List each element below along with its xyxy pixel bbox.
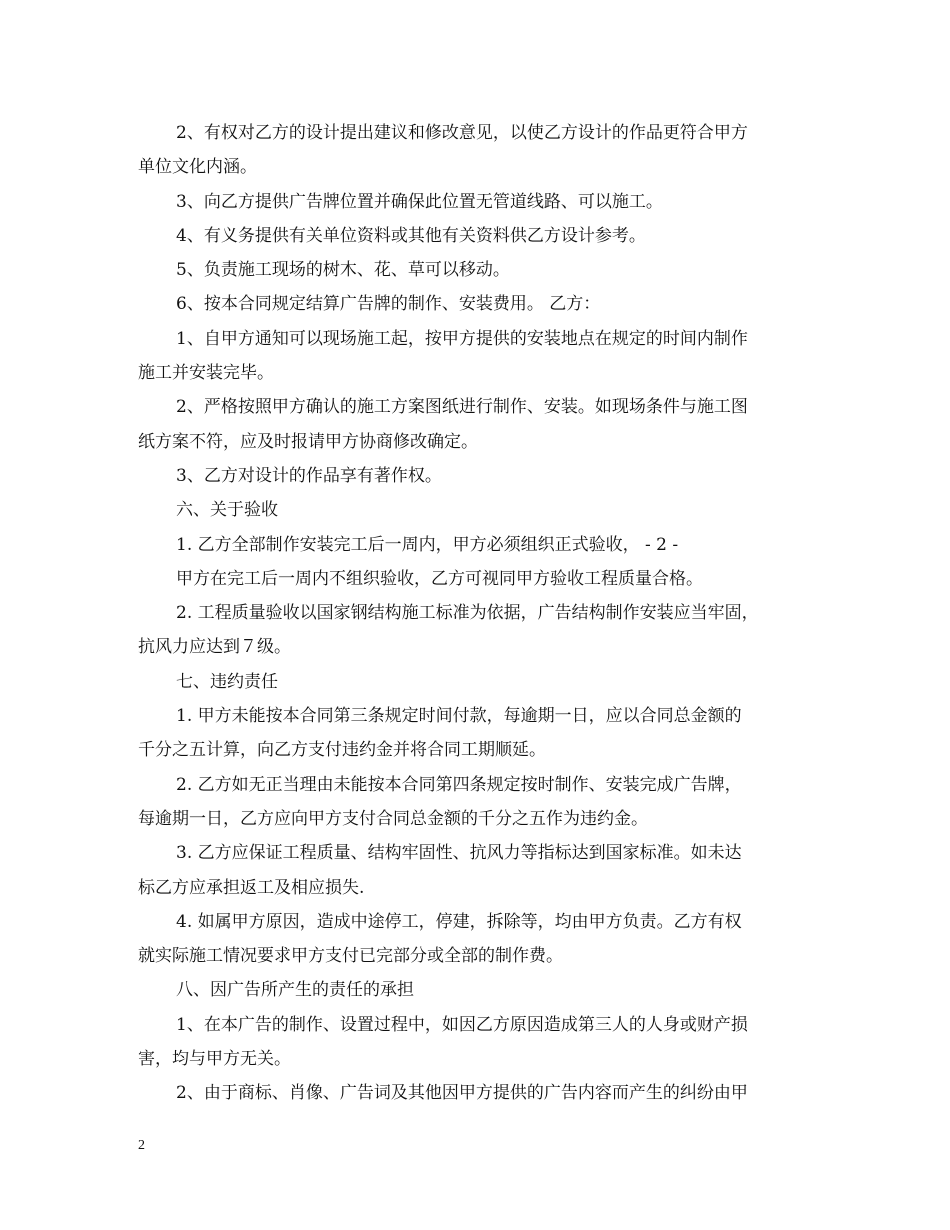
- text-line: 甲方在完工后一周内不组织验收，乙方可视同甲方验收工程质量合格。: [176, 568, 703, 589]
- text-line: 2. 工程质量验收以国家钢结构施工标准为依据，广告结构制作安装应当牢固，: [176, 603, 759, 624]
- page-number: 2: [138, 1138, 145, 1153]
- text-line: 千分之五计算，向乙方支付违约金并将合同工期顺延。: [138, 740, 546, 761]
- text-line: 2、由于商标、肖像、广告词及其他因甲方提供的广告内容而产生的纠纷由甲: [176, 1083, 748, 1104]
- text-line: 就实际施工情况要求甲方支付已完部分或全部的制作费。: [138, 946, 563, 967]
- text-line: 1. 甲方未能按本合同第三条规定时间付款，每逾期一日，应以合同总金额的: [176, 706, 742, 727]
- text-line: 2、严格按照甲方确认的施工方案图纸进行制作、安装。如现场条件与施工图: [176, 397, 748, 418]
- text-line: 1、自甲方通知可以现场施工起，按甲方提供的安装地点在规定的时间内制作: [176, 328, 748, 349]
- document-body: [138, 116, 814, 1111]
- text-line: 6、按本合同规定结算广告牌的制作、安装费用。 乙方：: [176, 294, 601, 315]
- text-line: 3. 乙方应保证工程质量、结构牢固性、抗风力等指标达到国家标准。如未达: [176, 843, 742, 864]
- text-line: 2. 乙方如无正当理由未能按本合同第四条规定按时制作、安装完成广告牌，: [176, 774, 742, 795]
- text-line: 八、因广告所产生的责任的承担: [176, 980, 414, 1001]
- text-line: 3、向乙方提供广告牌位置并确保此位置无管道线路、可以施工。: [176, 191, 663, 212]
- text-line: 施工并安装完毕。: [138, 363, 274, 384]
- text-line: 标乙方应承担返工及相应损失.: [138, 877, 365, 898]
- text-line: 七、违约责任: [176, 671, 278, 692]
- text-line: 害，均与甲方无关。: [138, 1049, 291, 1070]
- text-line: 1. 乙方全部制作安装完工后一周内，甲方必须组织正式验收， - 2 -: [176, 534, 679, 555]
- text-line: 单位文化内涵。: [138, 157, 257, 178]
- text-line: 2、有权对乙方的设计提出建议和修改意见，以使乙方设计的作品更符合甲方: [176, 123, 748, 143]
- text-line: 1、在本广告的制作、设置过程中，如因乙方原因造成第三人的人身或财产损: [176, 1014, 748, 1035]
- text-line: 4. 如属甲方原因，造成中途停工，停建，拆除等，均由甲方负责。乙方有权: [176, 911, 742, 932]
- text-line: 4、有义务提供有关单位资料或其他有关资料供乙方设计参考。: [176, 225, 646, 246]
- text-line: 3、乙方对设计的作品享有著作权。: [176, 465, 442, 486]
- text-line: 六、关于验收: [176, 500, 278, 521]
- text-line: 纸方案不符，应及时报请甲方协商修改确定。: [138, 431, 478, 452]
- text-line: 5、负责施工现场的树木、花、草可以移动。: [176, 260, 510, 281]
- text-line: 抗风力应达到７级。: [138, 637, 291, 658]
- text-line: 每逾期一日，乙方应向甲方支付合同总金额的千分之五作为违约金。: [138, 808, 648, 829]
